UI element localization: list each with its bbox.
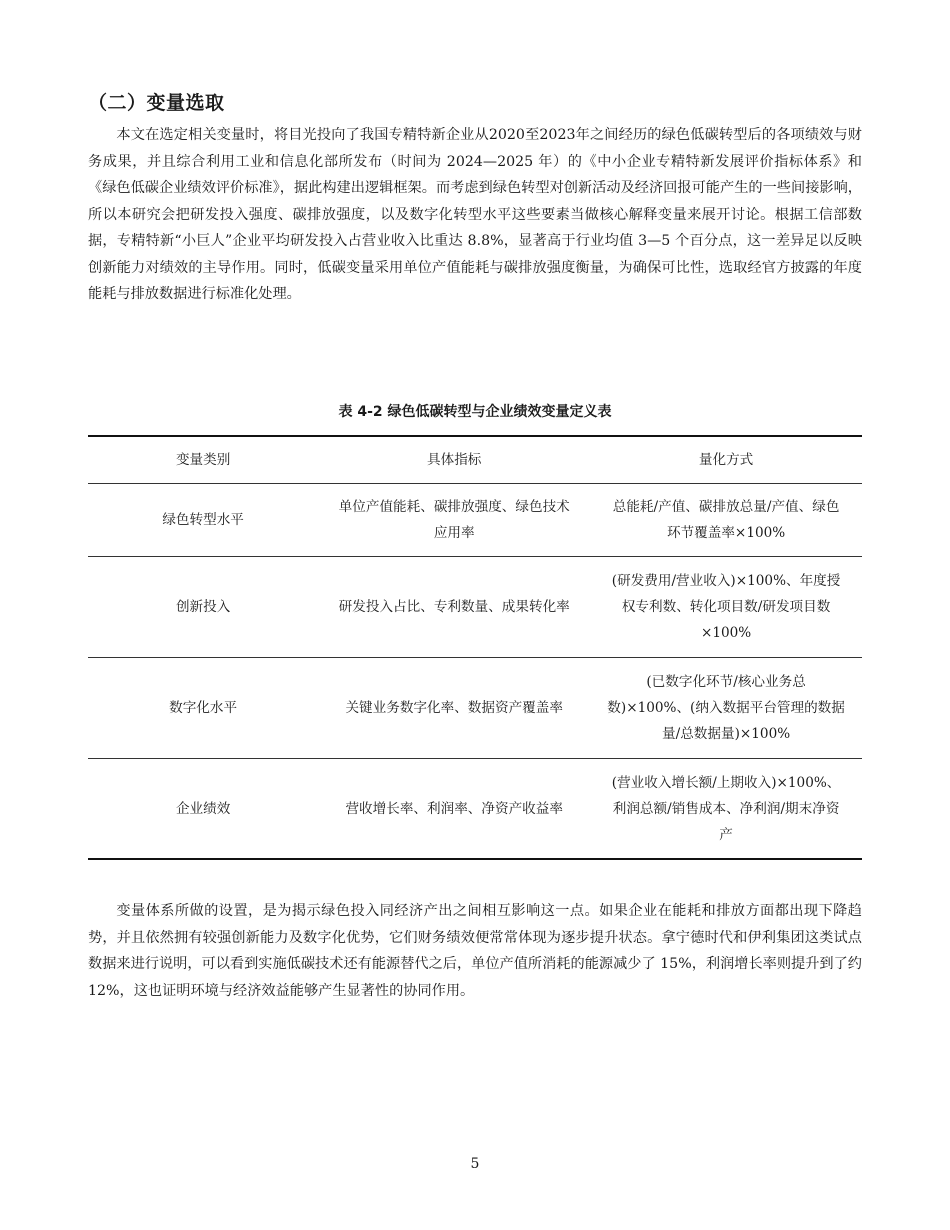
cell-category-text: 绿色转型水平 [162, 512, 244, 528]
cell-indicator-text: 单位产值能耗、碳排放强度、绿色技术应用率 [338, 499, 570, 541]
header-indicator: 具体指标 [427, 452, 482, 468]
cell-indicator-text: 关键业务数字化率、数据资产覆盖率 [345, 700, 563, 716]
cell-category [88, 759, 318, 860]
cell-category [88, 484, 318, 557]
cell-indicator-text: 研发投入占比、专利数量、成果转化率 [338, 599, 570, 615]
table-row [88, 759, 862, 860]
table-caption: 表 4-2 绿色低碳转型与企业绩效变量定义表 [338, 404, 612, 420]
cell-measurement [590, 658, 862, 759]
cell-measurement-text: 总能耗/产值、碳排放总量/产值、绿色环节覆盖率×100% [612, 499, 840, 541]
intro-paragraph: 本文在选定相关变量时，将目光投向了我国专精特新企业从2020至2023年之间经历的绿色低碳转型后的各项绩效与财务成果，并且综合利用工业和信息化部所发布（时间为 2024—2025 年）的《中小企业专精特新发展评价指标体系》和《绿色低碳企业绩效评价标准》，据此构建出逻辑框架。而考虑到绿色转型对创新活动及经济回报可能产生的一些间接影响，所以本研究会把研发投入强度、碳排放强度，以及数字化转型水平这些要素当做核心解释变量来展开讨论。根据工信部数据，专精特新“小巨人”企业平均研发投入占营业收入比重达 8.8%，显著高于行业均值 3—5 个百分点，这一差异足以反映创新能力对绩效的主导作用。同时，低碳变量采用单位产值能耗与碳排放强度衡量，为确保可比性，选取经官方披露的年度能耗与排放数据进行标准化处理。 [88, 127, 862, 302]
table-row [88, 557, 862, 658]
variable-definition-table [88, 435, 862, 860]
cell-category-text: 企业绩效 [175, 800, 231, 817]
cell-measurement-text: (研发费用/营业收入)×100%、年度授权专利数、转化项目数/研发项目数×100% [611, 573, 841, 641]
page-number: 5 [470, 1156, 480, 1172]
header-category: 变量类别 [175, 452, 231, 468]
cell-indicator [318, 484, 590, 557]
cell-indicator-text: 营收增长率、利润率、净资产收益率 [345, 800, 563, 817]
cell-measurement [590, 484, 862, 557]
conclusion-paragraph: 变量体系所做的设置，是为揭示绿色投入同经济产出之间相互影响这一点。如果企业在能耗和排放方面都出现下降趋势，并且依然拥有较强创新能力及数字化优势，它们财务绩效便常常体现为逐步提升状态。拿宁德时代和伊利集团这类试点数据来进行说明，可以看到实施低碳技术还有能源替代之后，单位产值所消耗的能源减少了 15%，利润增长率则提升到了约 12%，这也证明环境与经济效益能够产生显著性的协同作用。 [88, 903, 862, 999]
section-heading: （二）变量选取 [88, 92, 225, 114]
table-header-row [88, 436, 862, 484]
cell-indicator [318, 557, 590, 658]
cell-indicator [318, 658, 590, 759]
cell-measurement [590, 557, 862, 658]
cell-category-text: 数字化水平 [169, 700, 238, 716]
cell-measurement [590, 759, 862, 860]
cell-measurement-text: (已数字化环节/核心业务总数)×100%、(纳入数据平台管理的数据量/总数据量)×100% [607, 674, 845, 742]
cell-category-text: 创新投入 [175, 599, 231, 615]
header-measurement: 量化方式 [698, 452, 754, 468]
cell-measurement-text: (营业收入增长额/上期收入)×100%、利润总额/销售成本、净利润/期末净资产 [611, 774, 841, 843]
table-row [88, 658, 862, 759]
table-row [88, 484, 862, 557]
cell-category [88, 658, 318, 759]
cell-category [88, 557, 318, 658]
cell-indicator [318, 759, 590, 860]
